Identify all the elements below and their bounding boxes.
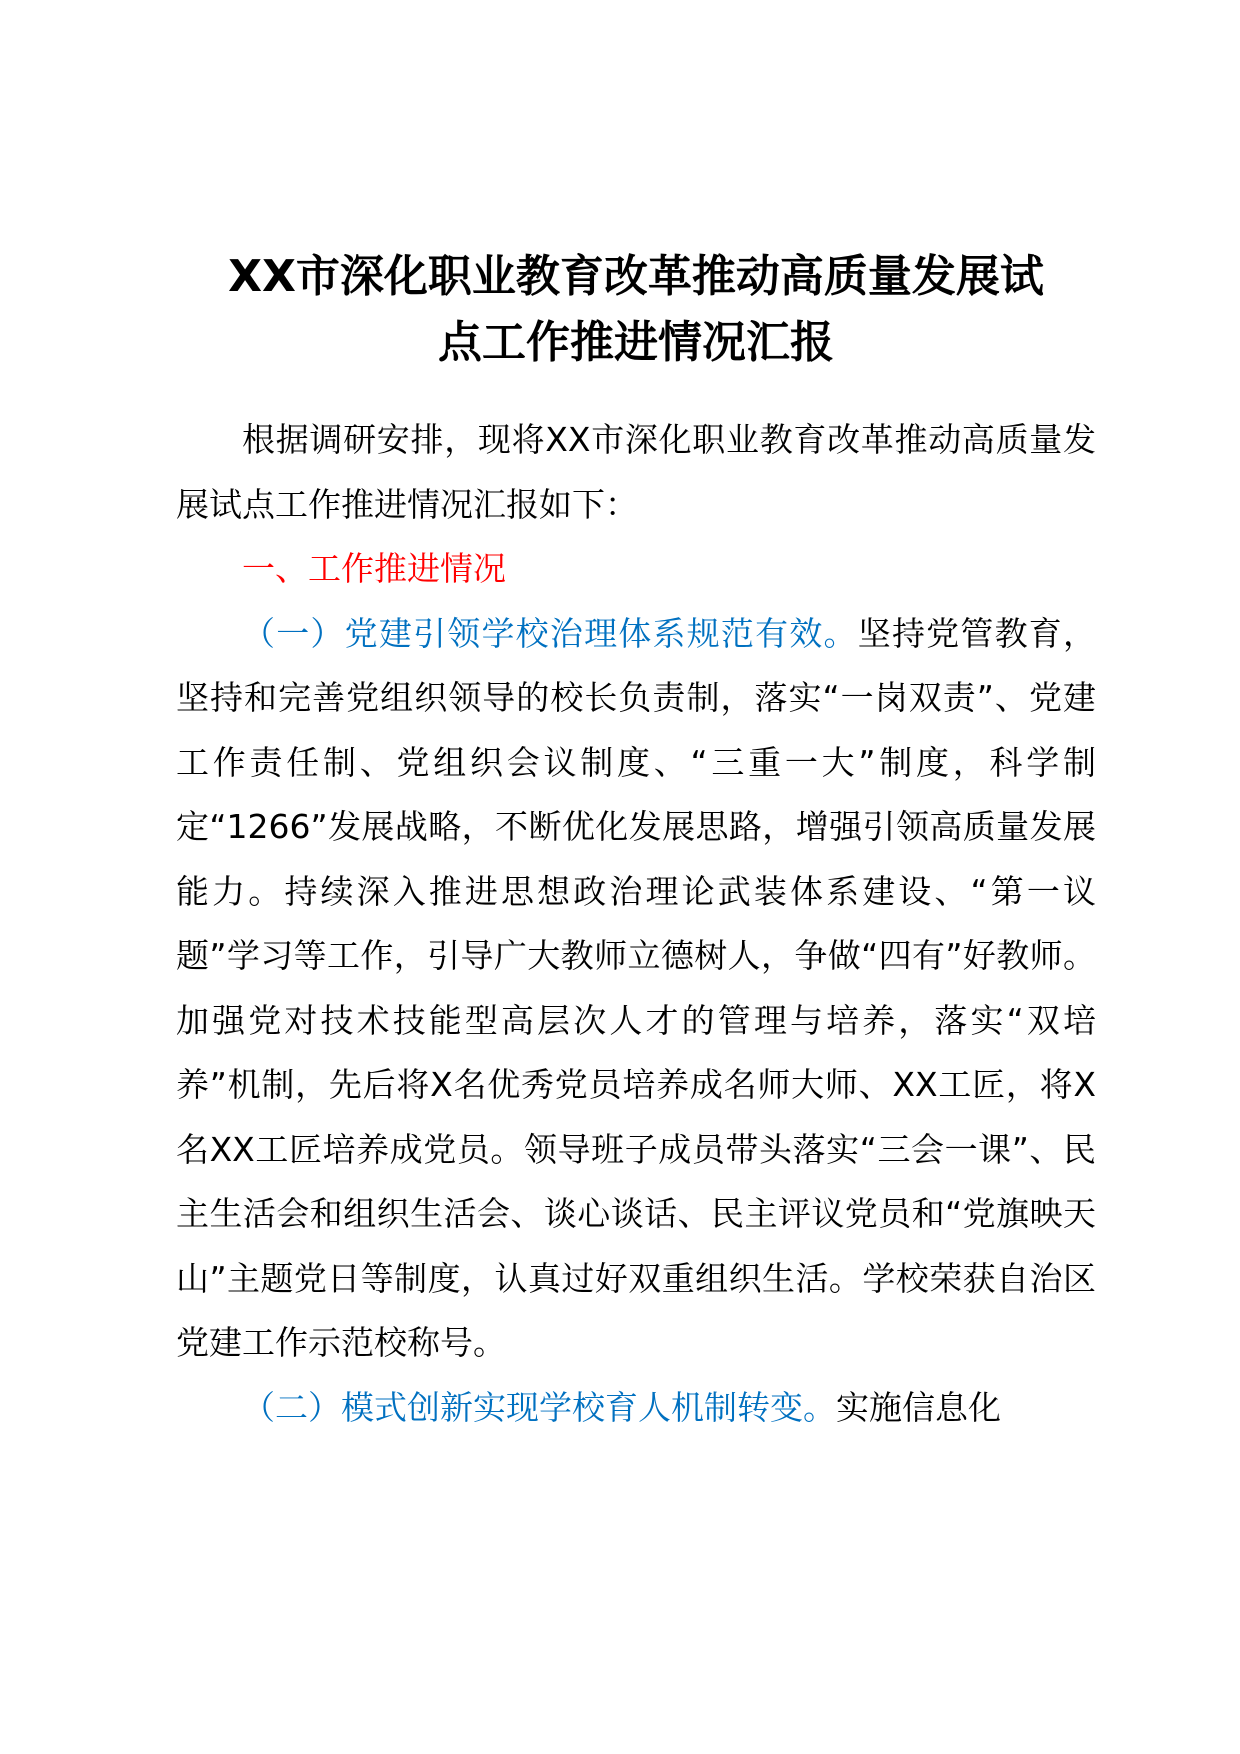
document-title [176, 244, 1096, 376]
section-heading-1: 一、工作推进情况 [242, 549, 506, 588]
paragraph-2-body: 实施信息化 [836, 1387, 1001, 1427]
document-page [176, 244, 1096, 1440]
title-line-2: 点工作推进情况汇报 [438, 317, 834, 368]
paragraph-1-body: 坚持党管教育，坚持和完善党组织领导的校长负责制，落实“一岗双责”、党建工作责任制、党组织会议制度、“三重一大”制度，科学制定“1266”发展战略，不断优化发展思路，增强引领高质量发展能力。持续深入推进思想政治理论武装体系建设、“第一议题”学习等工作，引导广大教师立德树人，争做“四有”好教师。加强党对技术技能型高层次人才的管理与培养，落实“双培养”机制，先后将X名优秀党员培养成名师大师、XX工匠，将X名XX工匠培养成党员。领导班子成员带头落实“三会一课”、民主生活会和组织生活会、谈心谈话、民主评议党员和“党旗映天山”主题党日等制度，认真过好双重组织生活。学校荣获自治区党建工作示范校称号。 [176, 613, 1097, 1362]
paragraph-2 [176, 1376, 1096, 1441]
paragraph-1 [176, 602, 1096, 1376]
title-line-1: XX市深化职业教育改革推动高质量发展试 [228, 251, 1044, 302]
paragraph-1-subheading: （一）党建引领学校治理体系规范有效。 [242, 613, 858, 653]
intro-paragraph: 根据调研安排，现将XX市深化职业教育改革推动高质量发展试点工作推进情况汇报如下： [176, 420, 1096, 524]
paragraph-2-subheading: （二）模式创新实现学校育人机制转变。 [242, 1387, 836, 1427]
